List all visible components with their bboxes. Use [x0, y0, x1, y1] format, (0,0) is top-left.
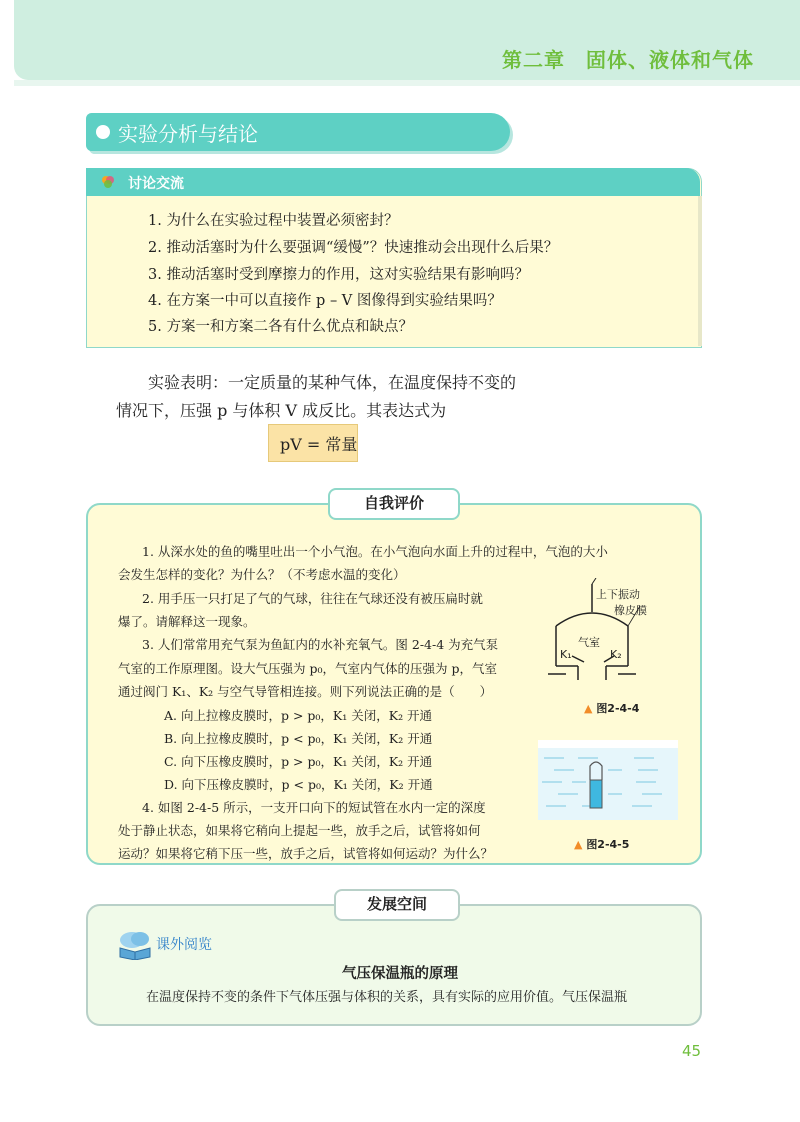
discussion-question: 4. 在方案一中可以直接作 p – V 图像得到实验结果吗？ [148, 293, 502, 309]
fig1-label-k1: K₁ [560, 648, 572, 661]
self-eval-label: 自我评价 [363, 494, 424, 512]
eval-line: 2. 用手压一只打足了气的气球，往往在气球还没有被压扁时就 [142, 591, 483, 606]
header-shadow [14, 80, 800, 86]
section-title: 实验分析与结论 [118, 122, 258, 146]
fig2-caption [574, 836, 629, 852]
eval-line: 爆了。请解释这一现象。 [118, 614, 256, 629]
eval-option: A. 向上拉橡皮膜时，p > p₀，K₁ 关闭，K₂ 开通 [164, 708, 433, 723]
development-label: 发展空间 [366, 895, 427, 913]
discussion-question: 2. 推动活塞时为什么要强调“缓慢”？快速推动会出现什么后果？ [148, 240, 559, 256]
reading-body: 在温度保持不变的条件下气体压强与体积的关系，具有实际的应用价值。气压保温瓶 [146, 990, 628, 1005]
water-test-tube-diagram [538, 740, 678, 820]
discussion-question: 1. 为什么在实验过程中装置必须密封？ [148, 213, 399, 229]
discussion-icon [100, 174, 116, 190]
fig1-label-chamber: 气室 [578, 636, 600, 649]
eval-line: 1. 从深水处的鱼的嘴里吐出一个小气泡。在小气泡向水面上升的过程中，气泡的大小 [142, 544, 608, 559]
bullet-dot-icon [96, 125, 110, 139]
conclusion-line: 实验表明：一定质量的某种气体，在温度保持不变的 [148, 373, 517, 392]
discussion-question: 3. 推动活塞时受到摩擦力的作用，这对实验结果有影响吗？ [148, 267, 529, 283]
eval-option: D. 向下压橡皮膜时，p < p₀，K₁ 关闭，K₂ 开通 [164, 777, 433, 792]
fig1-label-k2: K₂ [610, 648, 622, 661]
reading-label: 课外阅览 [156, 937, 212, 953]
eval-option: B. 向上拉橡皮膜时，p < p₀，K₁ 关闭，K₂ 开通 [164, 731, 433, 746]
discussion-title: 讨论交流 [128, 176, 184, 192]
eval-line: 运动？如果将它稍下压一些，放手之后，试管将如何运动？为什么？ [118, 846, 494, 861]
reading-title: 气压保温瓶的原理 [342, 966, 458, 982]
page-number: 45 [682, 1042, 702, 1060]
fig1-label-vibrate: 上下振动 [596, 588, 640, 601]
triangle-marker-icon: ▲ [574, 838, 583, 851]
fig1-label-membrane: 橡皮膜 [614, 604, 647, 617]
eval-line: 3. 人们常常用充气泵为鱼缸内的水补充氧气。图 2-4-4 为充气泵 [142, 637, 499, 652]
eval-line: 气室的工作原理图。设大气压强为 p₀，气室内气体的压强为 p，气室 [118, 661, 497, 676]
reading-book-icon [116, 930, 154, 960]
chapter-title: 第二章 固体、液体和气体 [502, 48, 754, 72]
fig1-caption-text: 图2-4-4 [596, 702, 640, 715]
eval-option: C. 向下压橡皮膜时，p > p₀，K₁ 关闭，K₂ 开通 [164, 754, 433, 769]
eval-line: 4. 如图 2-4-5 所示，一支开口向下的短试管在水内一定的深度 [142, 800, 486, 815]
conclusion-line: 情况下，压强 p 与体积 V 成反比。其表达式为 [116, 401, 447, 420]
formula: pV = 常量 [280, 435, 358, 454]
fig2-caption-text: 图2-4-5 [586, 838, 630, 851]
eval-line: 会发生怎样的变化？为什么？（不考虑水温的变化） [118, 567, 406, 582]
discussion-question: 5. 方案一和方案二各有什么优点和缺点？ [148, 319, 413, 335]
eval-line: 通过阀门 K₁、K₂ 与空气导管相连接。则下列说法正确的是（ ） [118, 684, 493, 699]
eval-line: 处于静止状态，如果将它稍向上提起一些，放手之后，试管将如何 [118, 823, 481, 838]
panel-edge [698, 196, 702, 346]
fig1-caption [584, 700, 639, 716]
triangle-marker-icon: ▲ [584, 702, 593, 715]
